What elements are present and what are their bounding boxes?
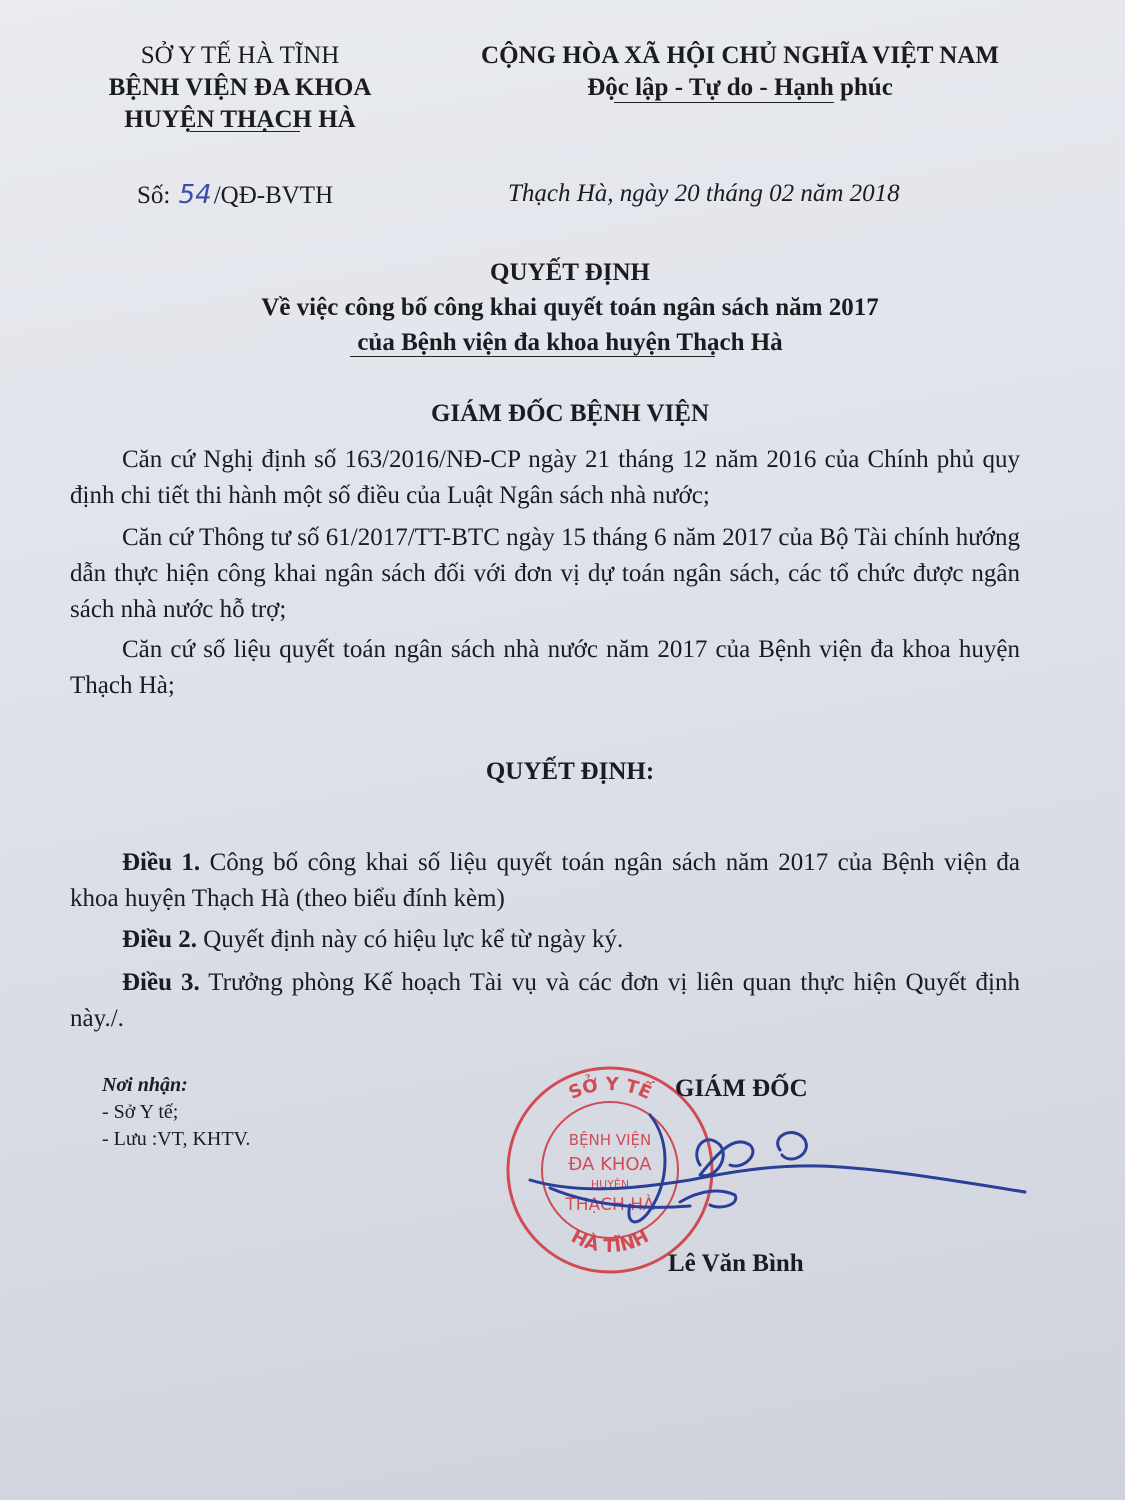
issuing-agency: [75, 40, 405, 136]
legal-basis-2: Căn cứ Thông tư số 61/2017/TT-BTC ngày 15 tháng 6 năm 2017 của Bộ Tài chính hướng dẫn thực hiện công khai ngân sách đối với đơn vị dự toán ngân sách, các tổ chức được ngân sách nhà nước hỗ trợ;: [70, 524, 1020, 623]
article-2-text: Quyết định này có hiệu lực kể từ ngày ký.: [197, 926, 624, 953]
authority-heading: GIÁM ĐỐC BỆNH VIỆN: [430, 400, 710, 427]
number-suffix: /QĐ-BVTH: [213, 182, 334, 209]
seal-line-4: THẠCH HÀ: [565, 1195, 655, 1215]
handwritten-signature: [520, 1110, 1040, 1240]
signatory-title: GIÁM ĐỐC: [675, 1075, 808, 1102]
recipients-block: [102, 1072, 250, 1153]
article-3: [70, 965, 1020, 1037]
legal-basis-1: Căn cứ Nghị định số 163/2016/NĐ-CP ngày 21 tháng 12 năm 2016 của Chính phủ quy định chi tiết thi hành một số điều của Luật Ngân sách nhà nước;: [70, 446, 1020, 509]
seal-line-1: BỆNH VIỆN: [568, 1131, 652, 1149]
article-1-text: Công bố công khai số liệu quyết toán ngân sách năm 2017 của Bệnh viện đa khoa huyện Thạch Hà (theo biểu đính kèm): [70, 849, 1021, 912]
place-and-date: Thạch Hà, ngày 20 tháng 02 năm 2018: [508, 180, 900, 207]
title-subject-line2: của Bệnh viện đa khoa huyện Thạch Hà: [357, 329, 783, 356]
hospital-name-line1: BỆNH VIỆN ĐA KHOA: [108, 74, 372, 101]
article-2-label: Điều 2.: [122, 926, 197, 953]
nation-name: CỘNG HÒA XÃ HỘI CHỦ NGHĨA VIỆT NAM: [481, 42, 999, 69]
document-number: [137, 180, 333, 210]
national-title: [420, 40, 1060, 104]
handwritten-number: 54: [178, 180, 212, 210]
department-name: SỞ Y TẾ HÀ TĨNH: [140, 42, 340, 69]
agency-underline: [190, 131, 300, 132]
title-heading: QUYẾT ĐỊNH: [490, 259, 650, 286]
legal-basis-3: Căn cứ số liệu quyết toán ngân sách nhà nước năm 2017 của Bệnh viện đa khoa huyện Thạch Hà;: [70, 636, 1020, 699]
title-subject-line1: Về việc công bố công khai quyết toán ngân sách năm 2017: [261, 294, 879, 321]
article-1-label: Điều 1.: [122, 849, 201, 876]
recipient-item: - Lưu :VT, KHTV.: [102, 1128, 251, 1150]
decision-title: [100, 255, 1040, 360]
seal-bottom-text: HÀ TĨNH: [567, 1226, 653, 1258]
article-1: [70, 845, 1020, 917]
seal-top-text: SỞ Y TẾ: [565, 1073, 655, 1104]
seal-line-3: HUYỆN: [590, 1178, 630, 1191]
article-2: [70, 922, 1020, 958]
national-motto: Độc lập - Tự do - Hạnh phúc: [587, 74, 893, 101]
article-3-label: Điều 3.: [122, 969, 200, 996]
signatory-name: Lê Văn Bình: [668, 1250, 804, 1277]
number-prefix: Số:: [137, 182, 171, 209]
article-3-text: Trưởng phòng Kế hoạch Tài vụ và các đơn vị liên quan thực hiện Quyết định này./.: [70, 969, 1020, 1032]
motto-underline: [614, 102, 834, 103]
title-underline: [350, 356, 715, 357]
seal-line-2: ĐA KHOA: [568, 1154, 652, 1175]
decision-heading: QUYẾT ĐỊNH:: [485, 758, 655, 785]
recipients-title: Nơi nhận:: [102, 1074, 188, 1096]
recipient-item: - Sở Y tế;: [102, 1101, 179, 1123]
hospital-name-line2: HUYỆN THẠCH HÀ: [124, 106, 356, 133]
